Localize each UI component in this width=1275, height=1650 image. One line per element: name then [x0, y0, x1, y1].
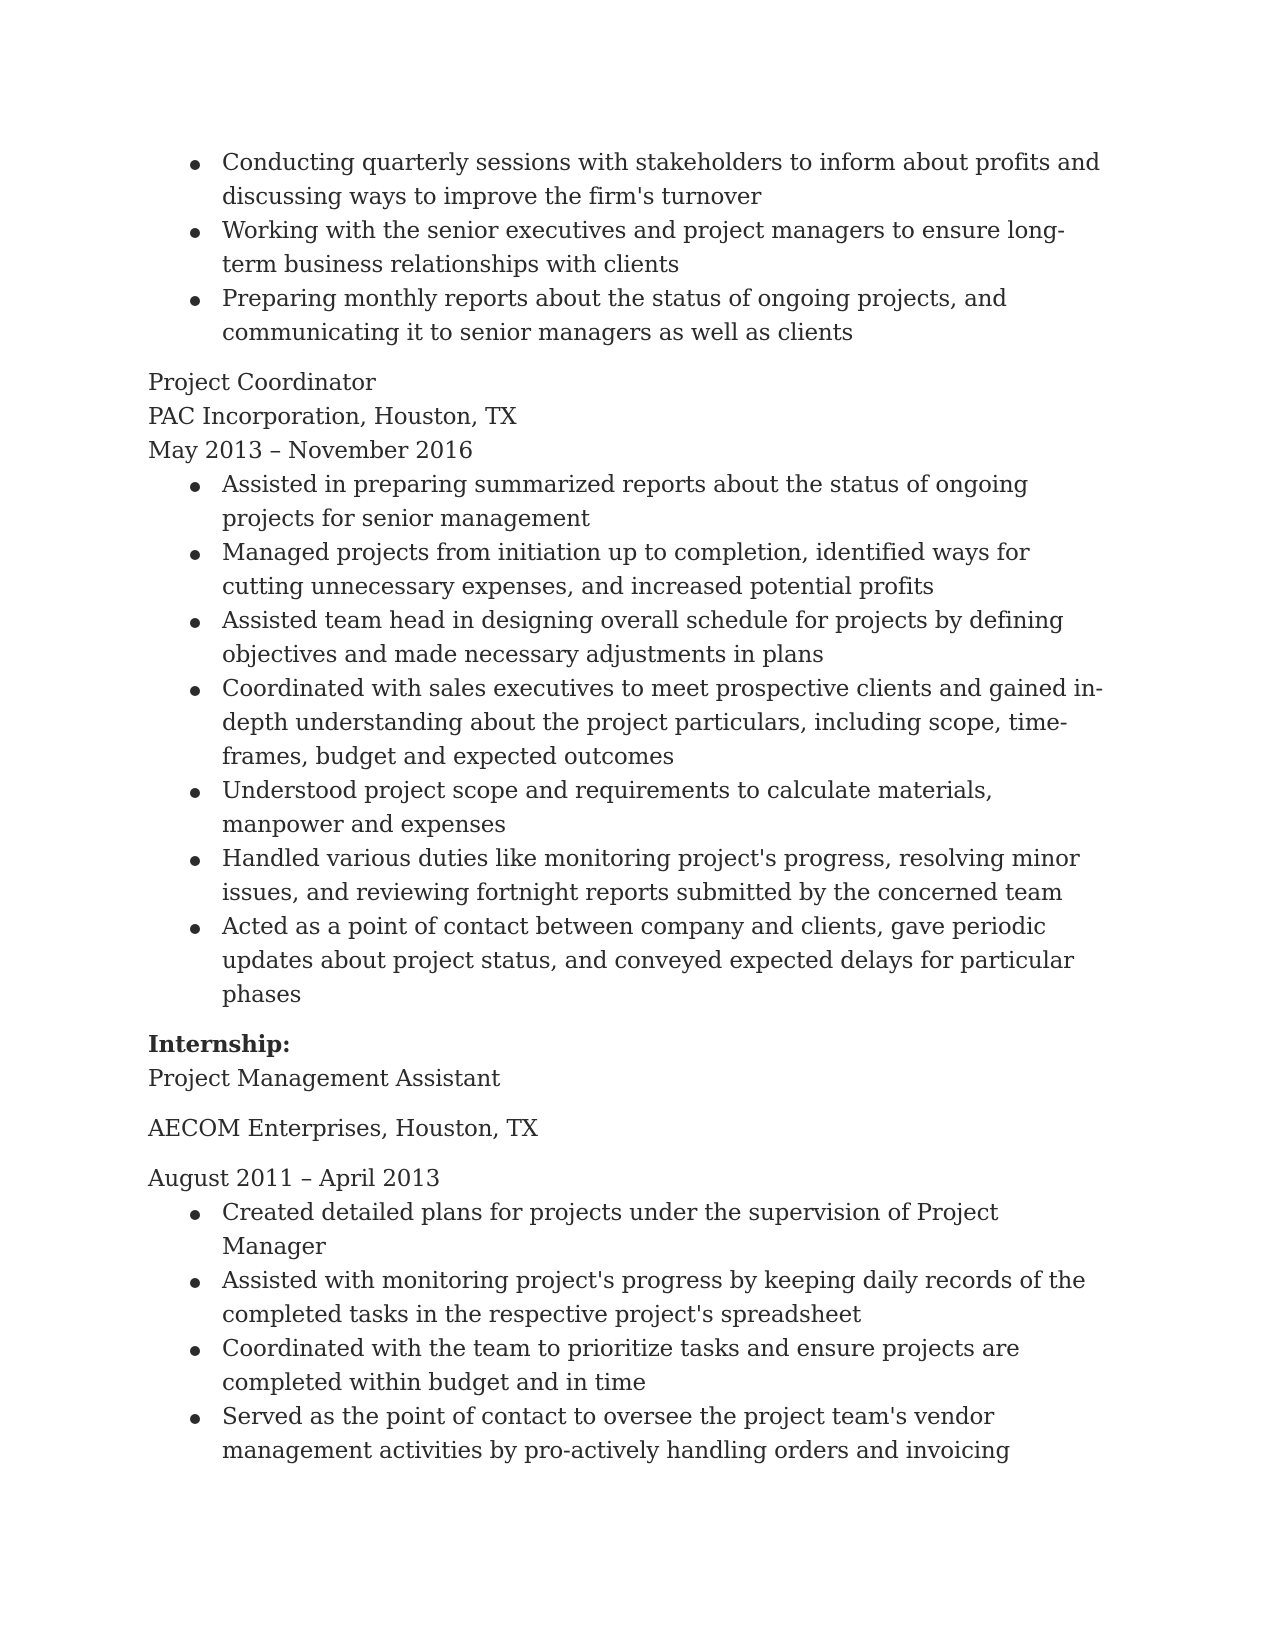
internship-company-location: AECOM Enterprises, Houston, TX — [148, 1116, 538, 1142]
bullet-icon — [190, 160, 200, 170]
list-item: Served as the point of contact to oversee the project team's vendor management activities by pro-actively handling orders and invoicing — [148, 1400, 1108, 1468]
bullet-icon — [190, 296, 200, 306]
list-item: Created detailed plans for projects under the supervision of Project Manager — [148, 1196, 1108, 1264]
coordinator-bullet-list — [148, 468, 1108, 1012]
bullet-icon — [190, 924, 200, 934]
list-item: Coordinated with sales executives to meet prospective clients and gained in-depth understanding about the project particulars, including scope, time-frames, budget and expected outcomes — [148, 672, 1108, 774]
bullet-icon — [190, 228, 200, 238]
list-item: Assisted with monitoring project's progress by keeping daily records of the completed tasks in the respective project's spreadsheet — [148, 1264, 1108, 1332]
bullet-icon — [190, 1210, 200, 1220]
list-item: Coordinated with the team to prioritize tasks and ensure projects are completed within budget and in time — [148, 1332, 1108, 1400]
resume-content — [148, 146, 1108, 1468]
list-item: Understood project scope and requirements to calculate materials, manpower and expenses — [148, 774, 1108, 842]
bullet-icon — [190, 856, 200, 866]
list-item: Assisted team head in designing overall schedule for projects by defining objectives and made necessary adjustments in plans — [148, 604, 1108, 672]
list-item: Assisted in preparing summarized reports about the status of ongoing projects for senior management — [148, 468, 1108, 536]
list-item: Working with the senior executives and project managers to ensure long-term business relationships with clients — [148, 214, 1108, 282]
bullet-icon — [190, 1278, 200, 1288]
bullet-icon — [190, 788, 200, 798]
bullet-icon — [190, 1414, 200, 1424]
company-location: PAC Incorporation, Houston, TX — [148, 404, 517, 430]
internship-bullet-list — [148, 1196, 1108, 1468]
employment-dates: May 2013 – November 2016 — [148, 438, 473, 464]
list-item: Managed projects from initiation up to completion, identified ways for cutting unnecessary expenses, and increased potential profits — [148, 536, 1108, 604]
list-item: Preparing monthly reports about the status of ongoing projects, and communicating it to senior managers as well as clients — [148, 282, 1108, 350]
list-item: Handled various duties like monitoring project's progress, resolving minor issues, and reviewing fortnight reports submitted by the concerned team — [148, 842, 1108, 910]
bullet-icon — [190, 482, 200, 492]
bullet-icon — [190, 618, 200, 628]
section-heading-internship: Internship: — [148, 1031, 291, 1058]
bullet-icon — [190, 1346, 200, 1356]
internship-title: Project Management Assistant — [148, 1066, 501, 1092]
previous-role-bullet-list — [148, 146, 1108, 350]
list-item: Conducting quarterly sessions with stakeholders to inform about profits and discussing ways to improve the firm's turnover — [148, 146, 1108, 214]
list-item: Acted as a point of contact between company and clients, gave periodic updates about project status, and conveyed expected delays for particular phases — [148, 910, 1108, 1012]
bullet-icon — [190, 686, 200, 696]
job-title: Project Coordinator — [148, 370, 376, 396]
bullet-icon — [190, 550, 200, 560]
internship-dates: August 2011 – April 2013 — [148, 1166, 441, 1192]
